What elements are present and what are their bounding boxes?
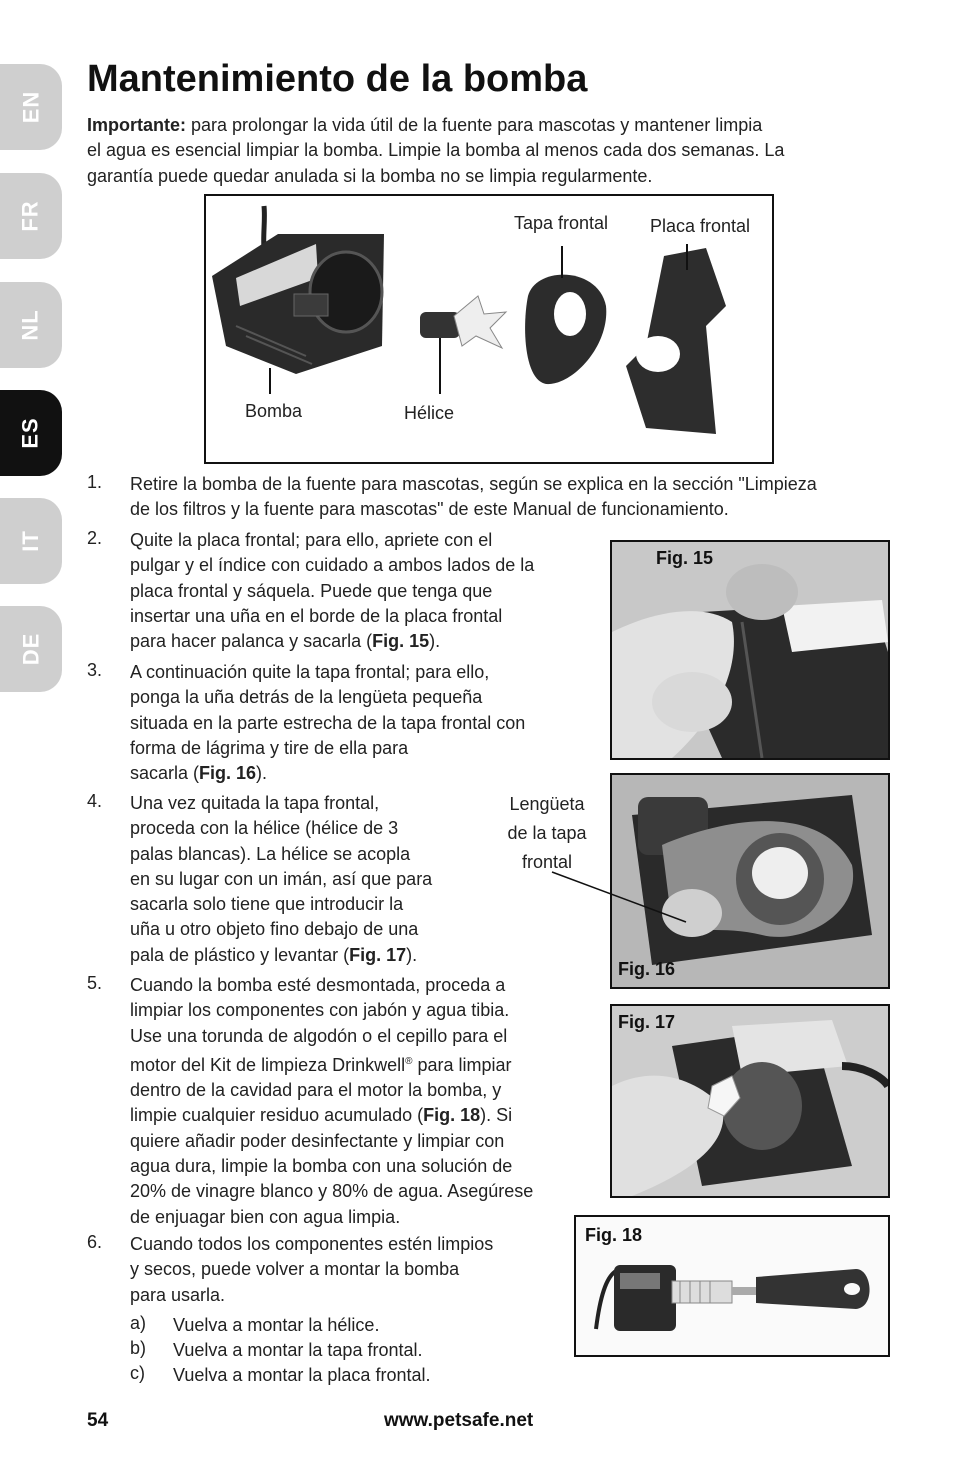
step-line: para hacer palanca y sacarla ( [130, 631, 373, 652]
tab-fr[interactable] [0, 173, 62, 259]
front-plate [626, 248, 726, 434]
step-line: de enjuagar bien con agua limpia. [130, 1206, 401, 1227]
callout-line-text: de la tapa [507, 823, 587, 843]
figure-18 [574, 1215, 890, 1357]
step-number: 3. [87, 660, 103, 680]
tab-es[interactable] [0, 390, 62, 476]
step-line: forma de lágrima y tire de ella para [130, 737, 409, 758]
step-number: 6. [87, 1232, 103, 1252]
step-line: uña u otro objeto fino debajo de una [130, 919, 419, 940]
step-line: para limpiar [412, 1054, 512, 1075]
tab-it[interactable] [0, 498, 62, 584]
substep-letter: a) [130, 1313, 147, 1333]
step-line: A continuación quite la tapa frontal; para ello, [130, 662, 490, 682]
label-placa-frontal: Placa frontal [650, 216, 751, 236]
page-title: Mantenimiento de la bomba [87, 58, 588, 100]
step-line: en su lugar con un imán, así que para [130, 868, 433, 889]
step-2 [130, 528, 600, 654]
step-line: insertar una uña en el borde de la placa frontal [130, 605, 503, 626]
label-helice: Hélice [404, 403, 455, 423]
fig-ref: Fig. 18 [423, 1105, 481, 1126]
pump-diagram [204, 194, 774, 464]
step-line: proceda con la hélice (hélice de 3 [130, 818, 399, 839]
step-line: ). Si [480, 1105, 513, 1126]
figure-15 [610, 540, 890, 760]
step-1 [130, 472, 900, 523]
step-line: ). [256, 763, 268, 784]
step-5 [130, 973, 600, 1230]
step-line: placa frontal y sáquela. Puede que tenga que [130, 580, 493, 601]
fig-ref: Fig. 16 [199, 763, 257, 784]
figure-15-photo [612, 542, 888, 758]
fig-ref: Fig. 15 [372, 631, 430, 652]
step-line: dentro de la cavidad para el motor la bomba, y [130, 1080, 502, 1101]
callout-line-text: Lengüeta [509, 794, 585, 814]
step-line: palas blancas). La hélice se acopla [130, 843, 411, 864]
intro-bold: Importante: [87, 115, 186, 135]
callout-line-text: frontal [521, 852, 573, 872]
step-3 [130, 660, 600, 786]
fig-ref: Fig. 17 [349, 944, 407, 965]
figure-17-photo [612, 1006, 888, 1196]
step-line: motor del Kit de limpieza Drinkwell [130, 1054, 406, 1075]
step-line: pala de plástico y levantar ( [130, 944, 350, 965]
figure-17-label: Fig. 17 [618, 1012, 676, 1032]
figure-15-label: Fig. 15 [656, 548, 714, 568]
step-line: de los filtros y la fuente para mascotas" de este Manual de funcionamiento. [130, 499, 729, 520]
step-line: ). [406, 944, 418, 965]
tab-label: DE [18, 632, 43, 666]
substep-a: Vuelva a montar la hélice. [173, 1315, 380, 1335]
page-number: 54 [87, 1410, 109, 1431]
step-number: 2. [87, 528, 103, 548]
step-6 [130, 1232, 560, 1308]
intro-line: garantía puede quedar anulada si la bomba no se limpia regularmente. [87, 165, 653, 186]
tab-nl[interactable] [0, 282, 62, 368]
step-4 [130, 791, 475, 968]
step-number: 1. [87, 472, 103, 492]
figure-16-callout [495, 790, 599, 877]
step-line: limpiar los componentes con jabón y agua tibia. [130, 1000, 510, 1021]
tab-label: ES [17, 417, 43, 449]
step-line: pulgar y el índice con cuidado a ambos lados de la [130, 555, 535, 576]
substep-letter: b) [130, 1338, 147, 1358]
step-line: sacarla ( [130, 763, 200, 784]
tab-label: IT [18, 530, 43, 552]
step-line: limpie cualquier residuo acumulado ( [130, 1105, 424, 1126]
step-line: situada en la parte estrecha de la tapa frontal con [130, 712, 526, 733]
tab-label: EN [18, 90, 43, 124]
label-bomba: Bomba [245, 401, 303, 421]
substep-c: Vuelva a montar la placa frontal. [173, 1365, 431, 1385]
footer-url[interactable]: www.petsafe.net [384, 1410, 534, 1431]
tab-en[interactable] [0, 64, 62, 150]
step-line: sacarla solo tiene que introducir la [130, 894, 404, 915]
step-line: 20% de vinagre blanco y 80% de agua. Asegúrese [130, 1181, 534, 1202]
registered-mark: ® [405, 1055, 413, 1067]
tab-label: FR [17, 200, 43, 232]
step-line: Cuando todos los componentes estén limpios [130, 1234, 494, 1254]
callout-line [550, 868, 690, 928]
step-line: ponga la uña detrás de la lengüeta pequeña [130, 687, 483, 708]
tab-de[interactable] [0, 606, 62, 692]
step-line: Use una torunda de algodón o el cepillo para el [130, 1025, 508, 1046]
intro-paragraph [87, 113, 897, 189]
step-line: ). [429, 631, 441, 652]
intro-line: el agua es esencial limpiar la bomba. Limpie la bomba al menos cada dos semanas. La [87, 140, 785, 161]
impeller-blades [454, 296, 506, 348]
intro-line: para prolongar la vida útil de la fuente para mascotas y mantener limpia [186, 115, 763, 135]
step-line: quiere añadir poder desinfectante y limpiar con [130, 1130, 505, 1151]
figure-18-label: Fig. 18 [585, 1225, 643, 1245]
step-line: y secos, puede volver a montar la bomba [130, 1259, 460, 1280]
step-number: 4. [87, 791, 103, 811]
step-number: 5. [87, 973, 103, 993]
substep-b: Vuelva a montar la tapa frontal. [173, 1340, 423, 1360]
figure-17 [610, 1004, 890, 1198]
tab-label: NL [17, 309, 43, 341]
figure-16-label: Fig. 16 [618, 959, 676, 979]
pump-nozzle [294, 294, 328, 316]
step-line: Retire la bomba de la fuente para mascotas, según se explica en la sección "Limpieza [130, 474, 817, 494]
step-line: Quite la placa frontal; para ello, apriete con el [130, 530, 493, 550]
step-line: Una vez quitada la tapa frontal, [130, 793, 380, 813]
pump-intake [310, 252, 382, 332]
step-line: para usarla. [130, 1284, 226, 1305]
step-line: agua dura, limpie la bomba con una solución de [130, 1156, 513, 1177]
substep-letter: c) [130, 1363, 145, 1383]
label-tapa-frontal: Tapa frontal [514, 213, 609, 233]
step-line: Cuando la bomba esté desmontada, proceda a [130, 975, 506, 995]
